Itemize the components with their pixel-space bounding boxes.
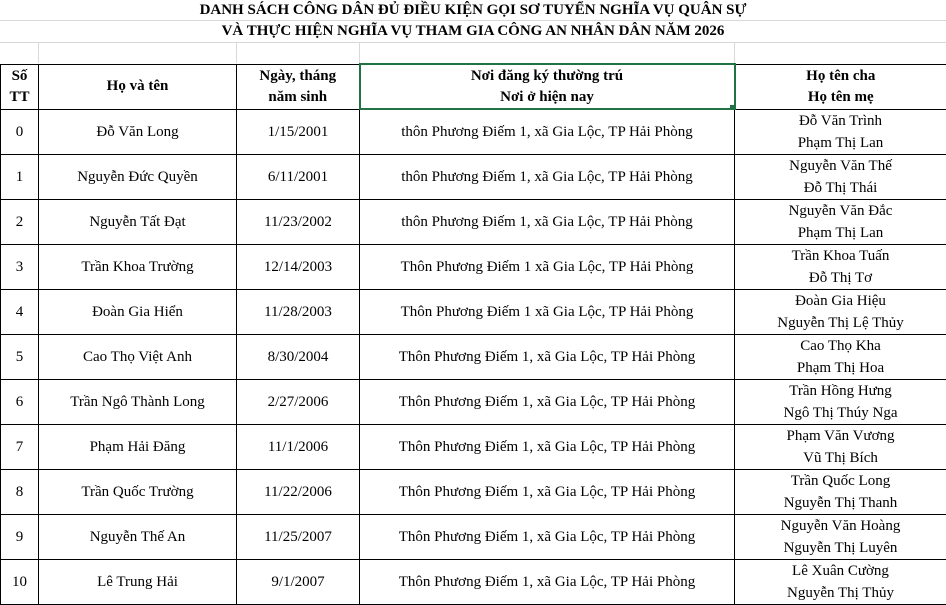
name-value: Trần Quốc Trường	[81, 484, 193, 500]
header-address-line-1: Nơi đăng ký thường trú	[361, 66, 734, 87]
cell-stt[interactable]	[1, 379, 39, 424]
stt-value: 6	[16, 394, 24, 410]
dob-value: 11/28/2003	[264, 304, 332, 320]
name-value: Nguyễn Tất Đạt	[89, 214, 185, 230]
dob-value: 11/23/2002	[264, 214, 332, 230]
dob-value: 11/1/2006	[268, 439, 328, 455]
cell-address[interactable]	[360, 424, 735, 469]
cell-parents[interactable]	[735, 109, 946, 154]
address-value: Thôn Phương Điếm 1, xã Gia Lộc, TP Hải Phòng	[399, 574, 695, 590]
gridline	[0, 42, 946, 43]
dob-value: 11/25/2007	[264, 529, 332, 545]
cell-address[interactable]	[360, 154, 735, 199]
cell-dob[interactable]	[237, 244, 360, 289]
mother-value: Nguyễn Thị Thanh	[735, 492, 946, 514]
table-row	[1, 199, 946, 244]
mother-value: Nguyễn Thị Luyên	[735, 537, 946, 559]
address-value: Thôn Phương Điếm 1, xã Gia Lộc, TP Hải Phòng	[399, 529, 695, 545]
sheet-title-line-2: VÀ THỰC HIỆN NGHĨA VỤ THAM GIA CÔNG AN NHÂN DÂN NĂM 2026	[0, 21, 946, 41]
father-value: Phạm Văn Vương	[735, 425, 946, 447]
cell-address[interactable]	[360, 379, 735, 424]
cell-parents[interactable]	[735, 379, 946, 424]
cell-address[interactable]	[360, 199, 735, 244]
cell-parents[interactable]	[735, 244, 946, 289]
cell-parents[interactable]	[735, 154, 946, 199]
address-value: Thôn Phương Điếm 1, xã Gia Lộc, TP Hải Phòng	[399, 349, 695, 365]
name-value: Đỗ Văn Long	[96, 124, 178, 140]
cell-dob[interactable]	[237, 559, 360, 604]
name-value: Lê Trung Hải	[97, 574, 178, 590]
cell-name[interactable]	[39, 154, 237, 199]
name-value: Đoàn Gia Hiển	[92, 304, 183, 320]
cell-address[interactable]	[360, 514, 735, 559]
mother-value: Đỗ Thị Tơ	[735, 267, 946, 289]
father-value: Trần Hồng Hưng	[735, 380, 946, 402]
cell-parents[interactable]	[735, 559, 946, 604]
mother-value: Phạm Thị Hoa	[735, 357, 946, 379]
table-row	[1, 289, 946, 334]
stt-value: 3	[16, 259, 24, 275]
name-value: Phạm Hải Đăng	[90, 439, 186, 455]
mother-value: Ngô Thị Thúy Nga	[735, 402, 946, 424]
dob-value: 8/30/2004	[268, 349, 329, 365]
mother-value: Vũ Thị Bích	[735, 447, 946, 469]
address-value: thôn Phương Điếm 1, xã Gia Lộc, TP Hải Phòng	[401, 214, 692, 230]
cell-parents[interactable]	[735, 469, 946, 514]
cell-dob[interactable]	[237, 334, 360, 379]
gridline	[734, 42, 735, 63]
header-parents[interactable]	[735, 64, 946, 109]
stt-value: 4	[16, 304, 24, 320]
cell-parents[interactable]	[735, 334, 946, 379]
stt-value: 9	[16, 529, 24, 545]
dob-value: 11/22/2006	[264, 484, 332, 500]
father-value: Đỗ Văn Trình	[735, 110, 946, 132]
name-value: Cao Thọ Việt Anh	[83, 349, 192, 365]
cell-name[interactable]	[39, 334, 237, 379]
header-stt[interactable]	[1, 64, 39, 109]
cell-name[interactable]	[39, 289, 237, 334]
stt-value: 7	[16, 439, 24, 455]
address-value: Thôn Phương Điếm 1, xã Gia Lộc, TP Hải Phòng	[399, 439, 695, 455]
cell-stt[interactable]	[1, 199, 39, 244]
stt-value: 10	[12, 574, 27, 590]
mother-value: Nguyễn Thị Lệ Thủy	[735, 312, 946, 334]
stt-value: 5	[16, 349, 24, 365]
header-name[interactable]	[39, 64, 237, 109]
header-stt-line-2: TT	[1, 87, 38, 108]
cell-parents[interactable]	[735, 514, 946, 559]
name-value: Nguyễn Đức Quyền	[77, 169, 198, 185]
address-value: Thôn Phương Điếm 1 xã Gia Lộc, TP Hải Phòng	[401, 304, 694, 320]
gridline	[359, 42, 360, 63]
father-value: Trần Khoa Tuấn	[735, 245, 946, 267]
dob-value: 9/1/2007	[271, 574, 324, 590]
father-value: Lê Xuân Cường	[735, 560, 946, 582]
cell-parents[interactable]	[735, 199, 946, 244]
header-dob-line-1: Ngày, tháng	[237, 66, 359, 87]
cell-stt[interactable]	[1, 244, 39, 289]
cell-dob[interactable]	[237, 514, 360, 559]
table-row	[1, 424, 946, 469]
cell-dob[interactable]	[237, 469, 360, 514]
table-row	[1, 334, 946, 379]
dob-value: 2/27/2006	[268, 394, 329, 410]
dob-value: 6/11/2001	[268, 169, 328, 185]
cell-stt[interactable]	[1, 559, 39, 604]
header-dob-line-2: năm sinh	[237, 87, 359, 108]
cell-name[interactable]	[39, 424, 237, 469]
father-value: Đoàn Gia Hiệu	[735, 290, 946, 312]
cell-dob[interactable]	[237, 109, 360, 154]
cell-address[interactable]	[360, 109, 735, 154]
cell-parents[interactable]	[735, 424, 946, 469]
table-row	[1, 109, 946, 154]
table-row	[1, 244, 946, 289]
father-value: Nguyễn Văn Đắc	[735, 200, 946, 222]
cell-address[interactable]	[360, 469, 735, 514]
table-row	[1, 379, 946, 424]
stt-value: 8	[16, 484, 24, 500]
header-address-selected-cell[interactable]	[360, 64, 735, 109]
table-row	[1, 469, 946, 514]
cell-dob[interactable]	[237, 424, 360, 469]
mother-value: Phạm Thị Lan	[735, 222, 946, 244]
cell-address[interactable]	[360, 289, 735, 334]
cell-address[interactable]	[360, 244, 735, 289]
cell-name[interactable]	[39, 109, 237, 154]
table-row	[1, 559, 946, 604]
table-row	[1, 514, 946, 559]
cell-parents[interactable]	[735, 289, 946, 334]
address-value: thôn Phương Điếm 1, xã Gia Lộc, TP Hải Phòng	[401, 169, 692, 185]
header-address-line-2: Nơi ở hiện nay	[361, 87, 734, 108]
address-value: Thôn Phương Điếm 1 xã Gia Lộc, TP Hải Phòng	[401, 259, 694, 275]
cell-name[interactable]	[39, 559, 237, 604]
cell-address[interactable]	[360, 334, 735, 379]
stt-value: 0	[16, 124, 24, 140]
sheet-title-line-1: DANH SÁCH CÔNG DÂN ĐỦ ĐIỀU KIỆN GỌI SƠ TUYỂN NGHĨA VỤ QUÂN SỰ	[0, 0, 946, 20]
father-value: Nguyễn Văn Hoàng	[735, 515, 946, 537]
cell-dob[interactable]	[237, 154, 360, 199]
cell-stt[interactable]	[1, 469, 39, 514]
cell-name[interactable]	[39, 469, 237, 514]
header-name-label: Họ và tên	[107, 78, 169, 94]
mother-value: Đỗ Thị Thái	[735, 177, 946, 199]
header-parents-line-2: Họ tên mẹ	[736, 87, 946, 108]
cell-dob[interactable]	[237, 379, 360, 424]
father-value: Trần Quốc Long	[735, 470, 946, 492]
cell-dob[interactable]	[237, 289, 360, 334]
cell-stt[interactable]	[1, 154, 39, 199]
selection-fill-handle[interactable]	[730, 105, 735, 110]
cell-name[interactable]	[39, 244, 237, 289]
cell-stt[interactable]	[1, 514, 39, 559]
address-value: Thôn Phương Điếm 1, xã Gia Lộc, TP Hải Phòng	[399, 394, 695, 410]
address-value: Thôn Phương Điếm 1, xã Gia Lộc, TP Hải Phòng	[399, 484, 695, 500]
cell-stt[interactable]	[1, 109, 39, 154]
mother-value: Phạm Thị Lan	[735, 132, 946, 154]
cell-name[interactable]	[39, 199, 237, 244]
name-value: Trần Khoa Trường	[81, 259, 193, 275]
header-parents-line-1: Họ tên cha	[736, 66, 946, 87]
header-stt-line-1: Số	[1, 66, 38, 87]
address-value: thôn Phương Điếm 1, xã Gia Lộc, TP Hải Phòng	[401, 124, 692, 140]
name-value: Nguyễn Thế An	[90, 529, 186, 545]
name-value: Trần Ngô Thành Long	[70, 394, 205, 410]
dob-value: 1/15/2001	[268, 124, 329, 140]
cell-stt[interactable]	[1, 334, 39, 379]
gridline	[38, 42, 39, 63]
cell-stt[interactable]	[1, 289, 39, 334]
cell-address[interactable]	[360, 559, 735, 604]
dob-value: 12/14/2003	[264, 259, 332, 275]
cell-dob[interactable]	[237, 199, 360, 244]
header-row	[1, 64, 946, 109]
citizen-list-table	[0, 63, 946, 605]
mother-value: Nguyễn Thị Thủy	[735, 582, 946, 604]
table-row	[1, 154, 946, 199]
stt-value: 1	[16, 169, 24, 185]
cell-name[interactable]	[39, 379, 237, 424]
cell-stt[interactable]	[1, 424, 39, 469]
father-value: Cao Thọ Kha	[735, 335, 946, 357]
cell-name[interactable]	[39, 514, 237, 559]
stt-value: 2	[16, 214, 24, 230]
gridline	[236, 42, 237, 63]
header-dob[interactable]	[237, 64, 360, 109]
father-value: Nguyễn Văn Thế	[735, 155, 946, 177]
